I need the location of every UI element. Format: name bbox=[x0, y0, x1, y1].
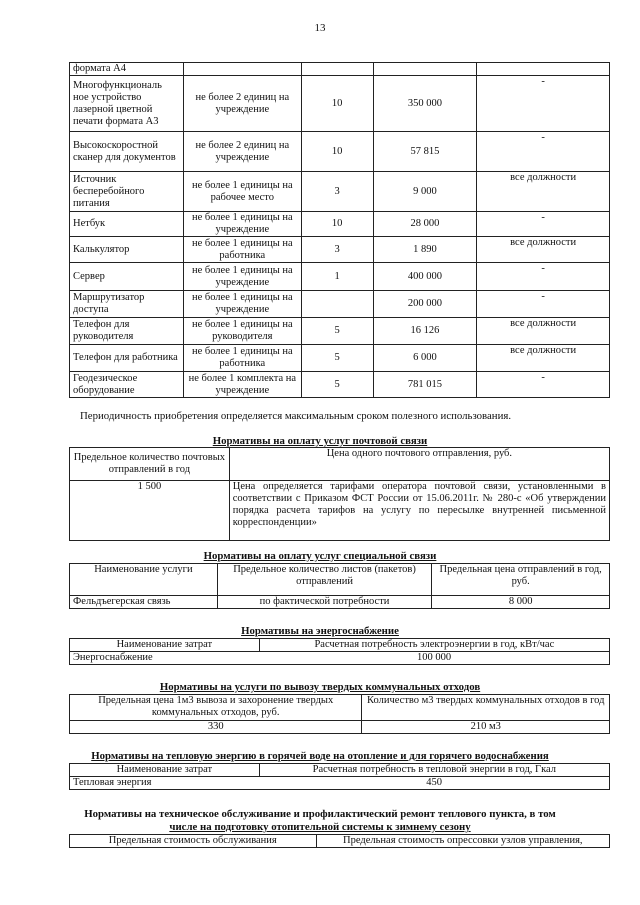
maintenance-table bbox=[69, 834, 610, 848]
equipment-row bbox=[70, 76, 610, 132]
special-price: 8 000 bbox=[432, 596, 610, 609]
heat-col1: Наименование затрат bbox=[70, 764, 260, 777]
postal-price-text: Цена определяется тарифами оператора почтовой связи, установленными в соответствии с Приказом ФСТ России от 15.06.2011г. № 280-с «Об утверждении порядка расчета тарифов на услугу по пересылке внутренней письменной корреспонденции» bbox=[229, 481, 609, 541]
equipment-name: Калькулятор bbox=[70, 237, 184, 263]
special-qty: по фактической потребности bbox=[217, 596, 432, 609]
equipment-qty: 10 bbox=[301, 76, 373, 132]
equipment-positions bbox=[477, 63, 610, 76]
equipment-norm: не более 2 единиц на учреждение bbox=[183, 132, 301, 172]
equipment-positions: - bbox=[477, 132, 610, 172]
equipment-row bbox=[70, 212, 610, 237]
postal-table bbox=[69, 447, 610, 541]
equipment-qty: 3 bbox=[301, 172, 373, 212]
waste-price: 330 bbox=[70, 721, 362, 734]
equipment-row bbox=[70, 263, 610, 291]
equipment-price: 781 015 bbox=[373, 372, 477, 398]
special-service: Фельдъегерская связь bbox=[70, 596, 218, 609]
equipment-price: 6 000 bbox=[373, 345, 477, 372]
equipment-qty: 5 bbox=[301, 372, 373, 398]
special-col3: Предельная цена отправлений в год, руб. bbox=[432, 564, 610, 596]
equipment-norm: не более 1 комплекта на учреждение bbox=[183, 372, 301, 398]
equipment-name: Нетбук bbox=[70, 212, 184, 237]
equipment-name: Телефон для руководителя bbox=[70, 318, 184, 345]
page-number: 13 bbox=[314, 22, 326, 34]
equipment-row bbox=[70, 172, 610, 212]
postal-col1: Предельное количество почтовых отправлений в год bbox=[70, 448, 230, 481]
equipment-qty: 5 bbox=[301, 345, 373, 372]
heat-name: Тепловая энергия bbox=[70, 777, 260, 790]
equipment-name: формата А4 bbox=[70, 63, 184, 76]
heat-table bbox=[69, 763, 610, 790]
equipment-row bbox=[70, 345, 610, 372]
equipment-norm bbox=[183, 63, 301, 76]
postal-col2: Цена одного почтового отправления, руб. bbox=[229, 448, 609, 481]
maintenance-col1: Предельная стоимость обслуживания bbox=[70, 835, 317, 848]
equipment-price: 1 890 bbox=[373, 237, 477, 263]
equipment-price: 350 000 bbox=[373, 76, 477, 132]
equipment-positions: - bbox=[477, 76, 610, 132]
energy-value: 100 000 bbox=[259, 652, 609, 665]
equipment-positions: - bbox=[477, 372, 610, 398]
maintenance-heading-2: числе на подготовку отопительной системы к зимнему сезону bbox=[169, 821, 471, 833]
special-col1: Наименование услуги bbox=[70, 564, 218, 596]
special-table bbox=[69, 563, 610, 609]
equipment-norm: не более 2 единиц на учреждение bbox=[183, 76, 301, 132]
postal-heading: Нормативы на оплату услуг почтовой связи bbox=[212, 435, 428, 447]
equipment-positions: все должности bbox=[477, 237, 610, 263]
equipment-norm: не более 1 единицы на учреждение bbox=[183, 263, 301, 291]
equipment-row bbox=[70, 63, 610, 76]
equipment-qty bbox=[301, 291, 373, 318]
periodicity-note: Периодичность приобретения определяется максимальным сроком полезного использования. bbox=[80, 410, 512, 422]
equipment-name: Телефон для работника bbox=[70, 345, 184, 372]
waste-qty: 210 м3 bbox=[362, 721, 610, 734]
equipment-qty: 10 bbox=[301, 212, 373, 237]
equipment-norm: не более 1 единицы на руководителя bbox=[183, 318, 301, 345]
equipment-row bbox=[70, 237, 610, 263]
equipment-positions: все должности bbox=[477, 345, 610, 372]
equipment-positions: все должности bbox=[477, 172, 610, 212]
equipment-qty bbox=[301, 63, 373, 76]
equipment-name: Сервер bbox=[70, 263, 184, 291]
equipment-price: 200 000 bbox=[373, 291, 477, 318]
waste-heading: Нормативы на услуги по вывозу твердых коммунальных отходов bbox=[159, 681, 481, 693]
heat-value: 450 bbox=[259, 777, 609, 790]
waste-table bbox=[69, 694, 610, 734]
equipment-qty: 10 bbox=[301, 132, 373, 172]
equipment-row bbox=[70, 132, 610, 172]
special-heading: Нормативы на оплату услуг специальной связи bbox=[203, 550, 437, 562]
equipment-norm: не более 1 единицы на работника bbox=[183, 345, 301, 372]
equipment-positions: все должности bbox=[477, 318, 610, 345]
equipment-row bbox=[70, 372, 610, 398]
equipment-price bbox=[373, 63, 477, 76]
maintenance-heading-1: Нормативы на техническое обслуживание и профилактический ремонт теплового пункта, в том bbox=[84, 808, 556, 820]
equipment-norm: не более 1 единицы на учреждение bbox=[183, 291, 301, 318]
equipment-norm: не более 1 единицы на учреждение bbox=[183, 212, 301, 237]
equipment-qty: 5 bbox=[301, 318, 373, 345]
equipment-price: 57 815 bbox=[373, 132, 477, 172]
equipment-price: 400 000 bbox=[373, 263, 477, 291]
equipment-name: Многофункциональ ное устройство лазерной цветной печати формата А3 bbox=[70, 76, 184, 132]
maintenance-col2: Предельная стоимость опрессовки узлов управления, bbox=[316, 835, 609, 848]
equipment-price: 9 000 bbox=[373, 172, 477, 212]
energy-name: Энергоснабжение bbox=[70, 652, 260, 665]
energy-table bbox=[69, 638, 610, 665]
equipment-norm: не более 1 единицы на рабочее место bbox=[183, 172, 301, 212]
equipment-positions: - bbox=[477, 263, 610, 291]
equipment-name: Высокоскоростной сканер для документов bbox=[70, 132, 184, 172]
equipment-norm: не более 1 единицы на работника bbox=[183, 237, 301, 263]
equipment-price: 16 126 bbox=[373, 318, 477, 345]
equipment-name: Маршрутизатор доступа bbox=[70, 291, 184, 318]
equipment-qty: 3 bbox=[301, 237, 373, 263]
equipment-name: Геодезическое оборудование bbox=[70, 372, 184, 398]
equipment-positions: - bbox=[477, 291, 610, 318]
energy-col2: Расчетная потребность электроэнергии в год, кВт/час bbox=[259, 639, 609, 652]
heat-heading: Нормативы на тепловую энергию в горячей воде на отопление и для горячего водоснабжения bbox=[91, 750, 549, 762]
heat-col2: Расчетная потребность в тепловой энергии в год, Гкал bbox=[259, 764, 609, 777]
energy-col1: Наименование затрат bbox=[70, 639, 260, 652]
equipment-qty: 1 bbox=[301, 263, 373, 291]
equipment-positions: - bbox=[477, 212, 610, 237]
equipment-row bbox=[70, 291, 610, 318]
equipment-price: 28 000 bbox=[373, 212, 477, 237]
postal-qty: 1 500 bbox=[70, 481, 230, 541]
equipment-row bbox=[70, 318, 610, 345]
waste-col1: Предельная цена 1м3 вывоза и захоронение твердых коммунальных отходов, руб. bbox=[70, 695, 362, 721]
waste-col2: Количество м3 твердых коммунальных отходов в год bbox=[362, 695, 610, 721]
energy-heading: Нормативы на энергоснабжение bbox=[241, 625, 399, 637]
equipment-name: Источник бесперебойного питания bbox=[70, 172, 184, 212]
special-col2: Предельное количество листов (пакетов) отправлений bbox=[217, 564, 432, 596]
equipment-table bbox=[69, 62, 610, 398]
